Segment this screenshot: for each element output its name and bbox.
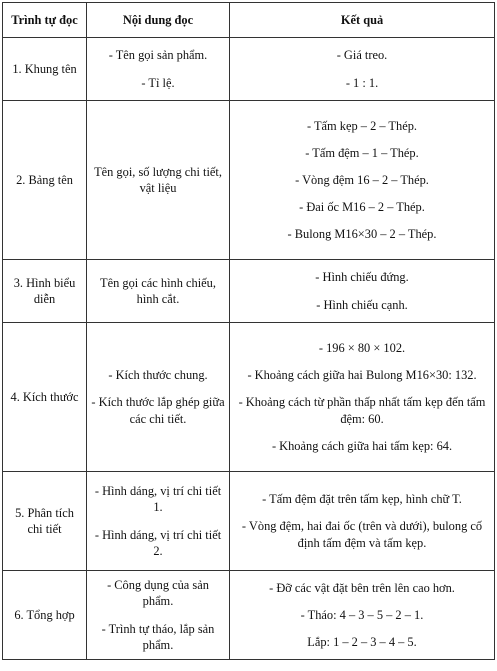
row-result — [230, 38, 495, 101]
content-item: - Tên gọi sản phẩm. — [108, 48, 208, 63]
result-item: - Khoảng cách giữa hai tấm kẹp: 64. — [271, 438, 453, 453]
row-content — [87, 472, 230, 571]
result-item: - 196 × 80 × 102. — [318, 341, 406, 356]
content-item: - Kích thước chung. — [108, 368, 208, 383]
row-step-part-analysis: 5. Phân tích chi tiết — [3, 472, 87, 571]
table-row — [3, 260, 495, 323]
row-step-views: 3. Hình biểu diễn — [3, 260, 87, 323]
content-item: - Hình dáng, vị trí chi tiết 2. — [94, 527, 222, 558]
content-item: - Hình dáng, vị trí chi tiết 1. — [94, 484, 222, 515]
result-item: - Vòng đệm 16 – 2 – Thép. — [295, 172, 429, 187]
row-step-dimensions: 4. Kích thước — [3, 323, 87, 472]
header-result: Kết quả — [230, 3, 495, 38]
row-content — [87, 323, 230, 472]
result-item: - Hình chiếu cạnh. — [316, 297, 408, 312]
reading-table — [2, 2, 495, 660]
table-row — [3, 38, 495, 101]
row-content — [87, 260, 230, 323]
row-step-summary: 6. Tổng hợp — [3, 571, 87, 660]
row-content — [87, 38, 230, 101]
result-item: - Vòng đệm, hai đai ốc (trên và dưới), bulong cố định tấm đệm và tấm kẹp. — [241, 519, 483, 550]
content-item: - Kích thước lắp ghép giữa các chi tiết. — [91, 395, 225, 426]
result-item: - Bulong M16×30 – 2 – Thép. — [287, 227, 437, 242]
result-item: - Tấm đệm – 1 – Thép. — [305, 145, 419, 160]
result-item: - Đỡ các vật đặt bên trên lên cao hơn. — [269, 580, 455, 595]
content-item: - Công dụng của sản phẩm. — [107, 578, 209, 609]
content-item: - Tỉ lệ. — [141, 75, 175, 90]
row-result — [230, 472, 495, 571]
result-item: - Tấm đệm đặt trên tấm kẹp, hình chữ T. — [262, 492, 462, 507]
content-item: Tên gọi, số lượng chi tiết, vật liệu — [94, 164, 222, 195]
result-item: - 1 : 1. — [345, 75, 379, 90]
row-content — [87, 101, 230, 260]
result-item: - Giá treo. — [336, 48, 388, 63]
result-item: - Hình chiếu đứng. — [315, 270, 409, 285]
row-result — [230, 101, 495, 260]
row-result — [230, 571, 495, 660]
table-row — [3, 571, 495, 660]
content-item: - Trình tự tháo, lắp sản phẩm. — [101, 621, 215, 652]
result-item: - Tháo: 4 – 3 – 5 – 2 – 1. — [300, 607, 424, 622]
result-item: - Khoảng cách từ phần thấp nhất tấm kẹp đến tấm đệm: 60. — [238, 395, 486, 426]
result-item: Lắp: 1 – 2 – 3 – 4 – 5. — [307, 635, 417, 650]
header-row — [3, 3, 495, 38]
row-result — [230, 260, 495, 323]
result-item: - Tấm kẹp – 2 – Thép. — [306, 118, 417, 133]
table-row — [3, 472, 495, 571]
row-step-title-block: 1. Khung tên — [3, 38, 87, 101]
table-row — [3, 323, 495, 472]
row-content — [87, 571, 230, 660]
row-step-parts-list: 2. Bảng tên — [3, 101, 87, 260]
header-reading-content: Nội dung đọc — [87, 3, 230, 38]
result-item: - Khoảng cách giữa hai Bulong M16×30: 132. — [247, 368, 477, 383]
row-result — [230, 323, 495, 472]
result-item: - Đai ốc M16 – 2 – Thép. — [299, 200, 425, 215]
content-item: Tên gọi các hình chiếu, hình cắt. — [100, 275, 216, 306]
header-reading-order: Trình tự đọc — [3, 3, 87, 38]
table-row — [3, 101, 495, 260]
